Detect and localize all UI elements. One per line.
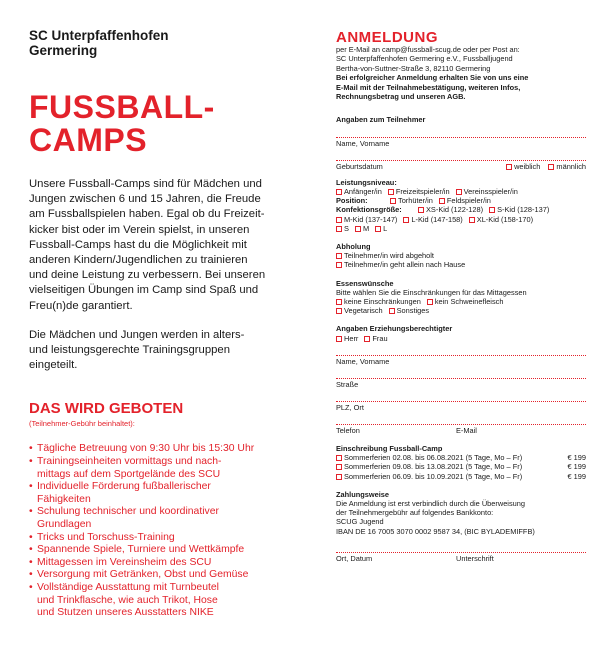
participant-name-field[interactable]: Name, Vorname	[336, 137, 586, 148]
mr-checkbox[interactable]	[336, 336, 342, 342]
registration-form: ANMELDUNG per E-Mail an camp@fussball-scug.de oder per Post an: SC Unterpfaffenhofen Germering e.V., Fussballjugend Bertha-von-Suttner-Straße 3, 82110 Germering Bei erfolgreicher Anmeldung erhalten Sie von uns eine E-Mail mit der Teilnahmebestätigung, weiteren Infos, Rechnungsbetrag und unseren AGB. Angaben zum Teilnehmer Name, Vorname Geburtsdatum weiblich männlich Leistungsniveau: Anfänger/in Freizeitspieler/in Vereinsspieler/in Position: Torhüter/in Feldspieler/in Konfektionsgröße: XS-Kid (122-128) S-Kid (128-137) M-Kid (137-147) L-Kid (147-158) XL-Kid (158-170) S M L Abholung Teilnehmer/in wird abgeholt Teilnehmer/in geht allein nach Hause Essenswünsche Bitte wählen Sie die Einschränkungen für das Mittagessen keine Einschränkungen kein Schweinefleisch Vegetarisch Sonstiges Angaben Erziehungsberechtigter Herr Frau Name, Vorname Straße PLZ, Ort Telefon E-Mail Einschreibung Fussball-Camp Sommerferien 02.08. bis 06.08.2021 (5 Tage, Mo – Fr) € 199 Sommerferien 09.08. bis 13.08.2021 (5 Tage, Mo – Fr) € 199 Sommerferien 06.09. bis 10.09.2021 (5 Tage, Mo – Fr) € 199 Zahlungsweise Die Anmeldung ist erst verbindlich durch die Überweisung der Teilnehmergebühr auf folgendes Bankkonto: SCUG Jugend IBAN DE 16 7005 3070 0002 9587 34, (BIC BYLADEMIFFB) Ort, Datum Unterschrift	[336, 29, 586, 563]
list-item: • Vollständige Ausstattung mit Turnbeutel und Trinkflasche, wie auch Trikot, Hose und Stutzen unseres Ausstatters NIKE	[29, 582, 291, 620]
position-options: Position: Torhüter/in Feldspieler/in	[336, 196, 491, 206]
level-options: Anfänger/in Freizeitspieler/in Vereinsspieler/in	[336, 187, 586, 196]
list-item: • Tägliche Betreuung von 9:30 Uhr bis 15:30 Uhr	[29, 443, 291, 456]
list-item: • Versorgung mit Getränken, Obst und Gemüse	[29, 569, 291, 582]
size-s-checkbox[interactable]	[336, 226, 342, 232]
list-item: • Schulung technischer und koordinativer Grundlagen	[29, 506, 291, 531]
size-xs-kid-checkbox[interactable]	[418, 207, 424, 213]
phone-field[interactable]: Telefon	[336, 425, 360, 435]
vegetarian-checkbox[interactable]	[336, 308, 342, 314]
camp-heading: Einschreibung Fussball-Camp	[336, 443, 443, 453]
size-m-kid-checkbox[interactable]	[336, 217, 342, 223]
city-field[interactable]: PLZ, Ort	[336, 401, 586, 412]
street-field[interactable]: Straße	[336, 378, 586, 389]
no-restriction-checkbox[interactable]	[336, 299, 342, 305]
size-s-kid-checkbox[interactable]	[489, 207, 495, 213]
contact-row	[336, 424, 586, 435]
signature-field[interactable]: Unterschrift	[456, 553, 494, 563]
beginner-checkbox[interactable]	[336, 189, 342, 195]
club-player-checkbox[interactable]	[456, 189, 462, 195]
fieldplayer-checkbox[interactable]	[439, 198, 445, 204]
camp-3-checkbox[interactable]	[336, 474, 342, 480]
left-column	[29, 28, 291, 620]
participant-heading: Angaben zum Teilnehmer	[336, 115, 426, 125]
form-title: ANMELDUNG	[336, 29, 438, 46]
food-heading: Essenswünsche	[336, 278, 394, 288]
signature-row	[336, 552, 586, 563]
offer-heading: DAS WIRD GEBOTEN	[29, 400, 184, 418]
list-item: • Tricks und Torschuss-Training	[29, 532, 291, 545]
goalkeeper-checkbox[interactable]	[390, 198, 396, 204]
size-m-checkbox[interactable]	[355, 226, 361, 232]
offer-subtitle: (Teilnehmer-Gebühr beinhaltet):	[29, 419, 135, 429]
no-pork-checkbox[interactable]	[427, 299, 433, 305]
intro-text: Unsere Fussball-Camps sind für Mädchen und Jungen zwischen 6 und 15 Jahren, die Freude am Fussballspielen haben. Egal ob du Freizeit- kicker bist oder im Verein spielst, in unseren Fussball-Camps hast du die Möglichkeit mit anderen Kindern/Jugendlichen zu trainieren und deine Leistung zu verbessern. Bei unseren vielseitigen Übungen im Camp sind Spaß und Freu(n)de garantiert.	[29, 178, 266, 312]
page-title: FUSSBALL- CAMPS	[29, 89, 215, 158]
size-l-checkbox[interactable]	[375, 226, 381, 232]
list-item: • Trainingseinheiten vormittags und nach- mittags auf dem Sportgelände des SCU	[29, 456, 291, 481]
place-date-field[interactable]: Ort, Datum	[336, 553, 373, 563]
size-options-1: Konfektionsgröße: XS-Kid (122-128) S-Kid (128-137)	[336, 205, 550, 215]
other-checkbox[interactable]	[389, 308, 395, 314]
club-name: SC Unterpfaffenhofen Germering	[29, 28, 169, 58]
guardian-heading: Angaben Erziehungsberechtigter	[336, 324, 453, 334]
form-info: per E-Mail an camp@fussball-scug.de oder per Post an: SC Unterpfaffenhofen Germering e.V., Fussballjugend Bertha-von-Suttner-Straße 3, 82110 Germering Bei erfolgreicher Anmeldung erhalten Sie von uns eine E-Mail mit der Teilnahmebestätigung, weiteren Infos, Rechnungsbetrag und unseren AGB.	[336, 45, 529, 102]
alone-checkbox[interactable]	[336, 262, 342, 268]
birthdate-row: Geburtsdatum weiblich männlich	[336, 161, 586, 171]
birthdate-field[interactable]: Geburtsdatum	[336, 161, 383, 171]
pickup-heading: Abholung	[336, 242, 371, 252]
female-checkbox[interactable]	[506, 164, 512, 170]
list-item: • Spannende Spiele, Turniere und Wettkämpfe	[29, 544, 291, 557]
size-l-kid-checkbox[interactable]	[403, 217, 409, 223]
camp-1-checkbox[interactable]	[336, 455, 342, 461]
guardian-name-field[interactable]: Name, Vorname	[336, 355, 586, 366]
size-xl-kid-checkbox[interactable]	[469, 217, 475, 223]
level-heading: Leistungsniveau:	[336, 177, 397, 187]
payment-heading: Zahlungsweise	[336, 489, 389, 499]
email-field[interactable]: E-Mail	[456, 425, 477, 435]
size-options-3: S M L	[336, 224, 586, 233]
mrs-checkbox[interactable]	[364, 336, 370, 342]
male-checkbox[interactable]	[548, 164, 554, 170]
pickup-checkbox[interactable]	[336, 253, 342, 259]
hobby-checkbox[interactable]	[388, 189, 394, 195]
list-item: • Mittagessen im Vereinsheim des SCU	[29, 557, 291, 570]
groups-text: Die Mädchen und Jungen werden in alters- und leistungsgerechte Trainingsgruppen eingeteilt.	[29, 328, 245, 372]
offer-list	[29, 443, 291, 619]
camp-2-checkbox[interactable]	[336, 464, 342, 470]
size-options-2: M-Kid (137-147) L-Kid (147-158) XL-Kid (158-170)	[336, 215, 586, 224]
list-item: • Individuelle Förderung fußballerischer Fähigkeiten	[29, 481, 291, 506]
